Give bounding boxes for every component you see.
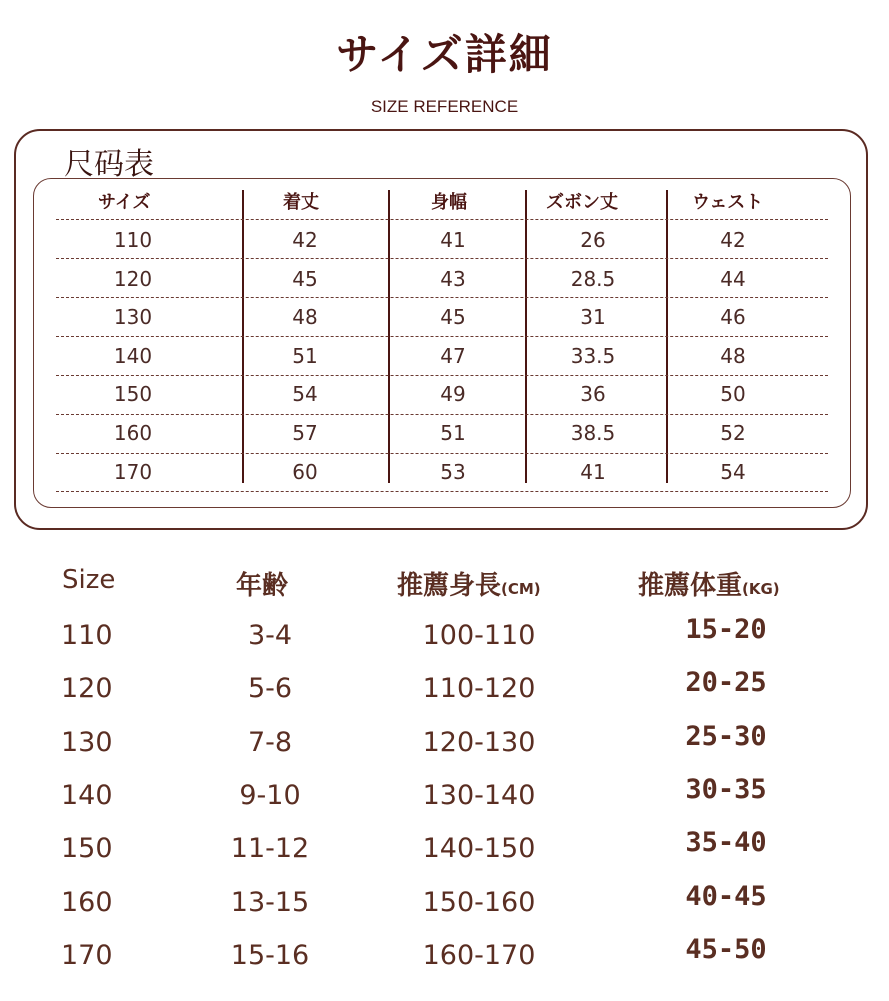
recommend-header-size: Size (62, 565, 116, 595)
cell-width: 49 (440, 382, 466, 407)
rec-age: 5-6 (247, 673, 293, 705)
rec-size: 140 (61, 779, 113, 811)
rec-size: 120 (61, 673, 113, 705)
rec-weight: 35-40 (685, 827, 767, 859)
cell-length: 57 (292, 421, 318, 445)
rec-height: 150-160 (422, 886, 536, 918)
rec-size: 130 (61, 726, 113, 758)
rec-weight: 30-35 (685, 773, 767, 805)
row-divider (56, 491, 828, 492)
rec-weight: 25-30 (685, 720, 767, 752)
rec-weight: 45-50 (685, 933, 767, 965)
cell-length: 60 (292, 459, 318, 484)
rec-age: 13-15 (230, 886, 310, 918)
cell-pants-length: 36 (580, 382, 606, 407)
cell-length: 45 (292, 266, 318, 291)
cell-waist: 50 (720, 382, 746, 407)
cell-width: 53 (440, 459, 466, 484)
header-pants-length: ズボン丈 (546, 192, 618, 213)
rec-weight: 20-25 (685, 667, 767, 699)
recommend-header-weight-label: 推薦体重 (638, 571, 743, 601)
cell-length: 51 (292, 343, 318, 368)
row-divider (56, 375, 828, 376)
recommend-header-height-label: 推薦身長 (397, 571, 502, 601)
row-divider (56, 414, 828, 415)
row-divider (56, 297, 828, 298)
rec-height: 110-120 (422, 673, 536, 705)
recommend-header-weight (638, 565, 780, 602)
page-title: サイズ詳細 (336, 30, 553, 79)
cell-width: 43 (440, 266, 466, 291)
cell-pants-length: 31 (580, 305, 606, 330)
rec-age: 11-12 (230, 833, 310, 865)
cell-length: 42 (292, 228, 318, 252)
rec-size: 170 (61, 939, 113, 971)
row-divider (56, 336, 828, 337)
rec-age: 15-16 (230, 939, 310, 971)
rec-age: 7-8 (247, 726, 293, 758)
header-length: 着丈 (283, 192, 319, 213)
header-width: 身幅 (431, 192, 467, 213)
cell-size: 160 (113, 421, 153, 445)
cell-size: 120 (113, 266, 153, 291)
cell-width: 47 (440, 343, 466, 368)
row-divider (56, 258, 828, 259)
rec-size: 110 (61, 620, 113, 651)
recommend-header-age: 年齢 (236, 571, 289, 601)
rec-size: 150 (61, 833, 113, 865)
rec-height: 130-140 (422, 779, 536, 811)
cell-width: 45 (440, 305, 466, 330)
cell-waist: 42 (720, 228, 746, 252)
cell-pants-length: 41 (580, 459, 606, 484)
row-divider (56, 453, 828, 454)
row-divider (56, 219, 828, 220)
rec-weight: 15-20 (685, 614, 767, 645)
cell-width: 41 (440, 228, 466, 252)
rec-size: 160 (61, 886, 113, 918)
cell-pants-length: 28.5 (570, 266, 616, 291)
rec-height: 160-170 (422, 939, 536, 971)
recommend-header-weight-unit: (KG) (742, 580, 780, 598)
recommend-header-height-unit: (CM) (501, 580, 541, 598)
size-chart-title: 尺码表 (64, 147, 154, 182)
cell-waist: 48 (720, 343, 746, 368)
cell-pants-length: 33.5 (570, 343, 616, 368)
cell-size: 150 (113, 382, 153, 407)
cell-waist: 46 (720, 305, 746, 330)
cell-size: 130 (113, 305, 153, 330)
recommend-header-height (397, 565, 541, 602)
cell-length: 54 (292, 382, 318, 407)
cell-size: 170 (113, 459, 153, 484)
cell-waist: 54 (720, 459, 746, 484)
rec-height: 120-130 (422, 726, 536, 758)
cell-waist: 44 (720, 266, 746, 291)
header-size: サイズ (98, 192, 151, 213)
cell-pants-length: 38.5 (570, 421, 616, 445)
cell-width: 51 (440, 421, 466, 445)
page-subtitle: SIZE REFERENCE (370, 97, 519, 116)
cell-waist: 52 (720, 421, 746, 445)
rec-height: 140-150 (422, 833, 536, 865)
cell-pants-length: 26 (580, 228, 606, 252)
rec-age: 3-4 (247, 620, 293, 651)
rec-weight: 40-45 (685, 880, 767, 912)
header-waist: ウェスト (692, 192, 764, 213)
cell-size: 140 (113, 343, 153, 368)
rec-age: 9-10 (239, 779, 301, 811)
rec-height: 100-110 (422, 620, 536, 651)
cell-size: 110 (113, 228, 153, 252)
cell-length: 48 (292, 305, 318, 330)
